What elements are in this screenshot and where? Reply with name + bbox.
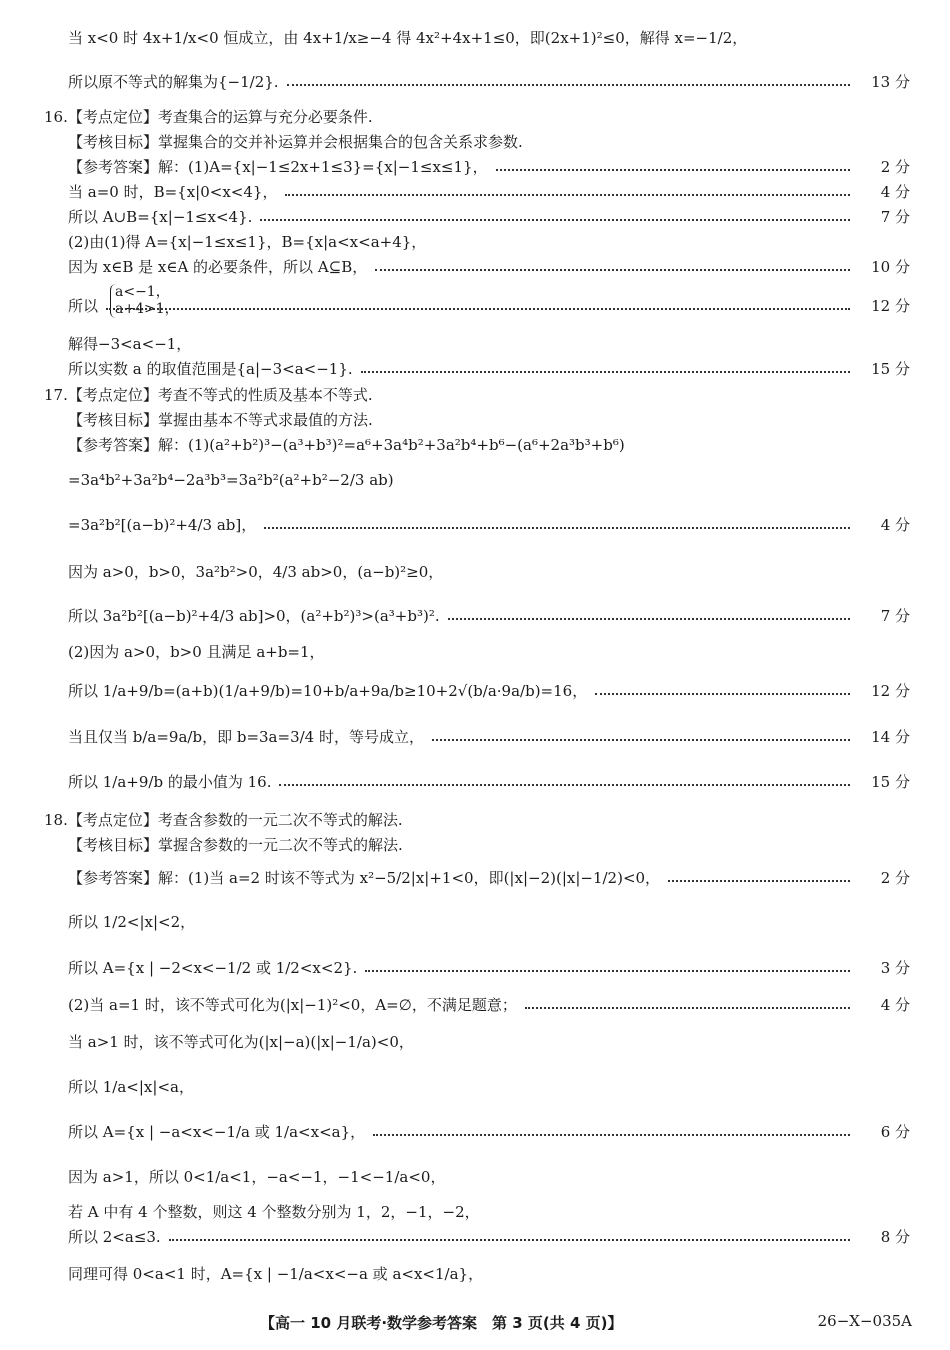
score: 2 分	[880, 869, 910, 887]
text-line	[0, 560, 950, 584]
line-text: 所以	[68, 297, 99, 315]
text-line	[0, 230, 950, 254]
text-line	[0, 993, 950, 1017]
line-text: 所以 2<a≤3.	[68, 1228, 161, 1246]
score: 4 分	[880, 516, 910, 534]
text-line	[0, 604, 950, 628]
text-line	[0, 433, 950, 457]
text-line	[0, 70, 950, 94]
line-text: 当 a=0 时，B={x|0<x<4}，	[68, 183, 278, 201]
dot-leader	[169, 1239, 850, 1241]
footer-code: 26−X−035A	[817, 1312, 912, 1330]
dot-leader	[525, 1007, 850, 1009]
line-text: 【考核目标】掌握集合的交并补运算并会根据集合的包含关系求参数.	[68, 133, 523, 151]
line-text: (2)当 a=1 时，该不等式可化为(|x|−1)²<0，A=∅，不满足题意；	[68, 996, 517, 1014]
line-text: 所以 A={x | −2<x<−1/2 或 1/2<x<2}.	[68, 959, 358, 977]
dot-leader	[365, 970, 850, 972]
system-row: a+4>1，	[115, 301, 179, 317]
line-text: 当且仅当 b/a=9a/b，即 b=3a=3/4 时，等号成立，	[68, 728, 424, 746]
dot-leader	[361, 371, 850, 373]
line-text: 同理可得 0<a<1 时，A={x | −1/a<x<−a 或 a<x<1/a}，	[68, 1265, 484, 1283]
score: 15 分	[871, 360, 910, 378]
score: 3 分	[880, 959, 910, 977]
line-text: 所以 1/a+9/b=(a+b)(1/a+9/b)=10+b/a+9a/b≥10+2√(b/a·9a/b)=16，	[68, 682, 588, 700]
footer-title: 【高一 10 月联考·数学参考答案 第 3 页(共 4 页)】	[260, 1314, 623, 1332]
line-text: =3a⁴b²+3a²b⁴−2a³b³=3a²b²(a²+b²−2/3 ab)	[68, 471, 394, 489]
score: 4 分	[880, 996, 910, 1014]
score: 4 分	[880, 183, 910, 201]
dot-leader	[496, 169, 850, 171]
score: 14 分	[871, 728, 910, 746]
question-header	[0, 383, 950, 407]
text-line	[0, 255, 950, 279]
text-line	[0, 1075, 950, 1099]
text-line	[0, 26, 950, 50]
score: 12 分	[871, 682, 910, 700]
score: 7 分	[880, 607, 910, 625]
question-header	[0, 105, 950, 129]
line-text: 【参考答案】解：(1)当 a=2 时该不等式为 x²−5/2|x|+1<0，即(|x|−2)(|x|−1/2)<0，	[68, 869, 661, 887]
dot-leader	[668, 880, 850, 882]
dot-leader	[287, 84, 850, 86]
line-text: 17.【考点定位】考查不等式的性质及基本不等式.	[44, 386, 373, 404]
text-line	[0, 180, 950, 204]
line-text: 因为 a>0，b>0，3a²b²>0，4/3 ab>0，(a−b)²≥0，	[68, 563, 444, 581]
text-line	[0, 770, 950, 794]
text-line	[0, 833, 950, 857]
dot-leader	[264, 527, 850, 529]
text-line	[0, 1225, 950, 1249]
text-line	[0, 1262, 950, 1286]
line-text: 所以 A={x | −a<x<−1/a 或 1/a<x<a}，	[68, 1123, 366, 1141]
dot-leader	[260, 219, 850, 221]
line-text: 因为 a>1，所以 0<1/a<1，−a<−1，−1<−1/a<0，	[68, 1168, 446, 1186]
score: 7 分	[880, 208, 910, 226]
text-line	[0, 408, 950, 432]
page-footer	[0, 1312, 950, 1338]
text-line	[0, 332, 950, 356]
score: 12 分	[871, 297, 910, 315]
dot-leader	[285, 194, 850, 196]
dot-leader	[595, 693, 850, 695]
text-line	[0, 679, 950, 703]
brace-system	[110, 284, 179, 318]
text-line	[0, 866, 950, 890]
line-text: 所以实数 a 的取值范围是{a|−3<a<−1}.	[68, 360, 353, 378]
score: 8 分	[880, 1228, 910, 1246]
text-line	[0, 956, 950, 980]
text-line	[0, 910, 950, 934]
score: 10 分	[871, 258, 910, 276]
dot-leader	[106, 308, 850, 310]
line-text: 当 a>1 时，该不等式可化为(|x|−a)(|x|−1/a)<0，	[68, 1033, 414, 1051]
score: 13 分	[871, 73, 910, 91]
text-line	[0, 725, 950, 749]
line-text: 解得−3<a<−1，	[68, 335, 192, 353]
text-line	[0, 1200, 950, 1224]
text-line	[0, 155, 950, 179]
dot-leader	[279, 784, 850, 786]
line-text: 当 x<0 时 4x+1/x<0 恒成立，由 4x+1/x≥−4 得 4x²+4x+1≤0，即(2x+1)²≤0，解得 x=−1/2，	[68, 29, 748, 47]
score: 15 分	[871, 773, 910, 791]
line-text: 【参考答案】解：(1)(a²+b²)³−(a³+b³)²=a⁶+3a⁴b²+3a²b⁴+b⁶−(a⁶+2a³b³+b⁶)	[68, 436, 625, 454]
text-line	[0, 513, 950, 537]
text-line	[0, 282, 950, 330]
line-text: 【考核目标】掌握由基本不等式求最值的方法.	[68, 411, 373, 429]
dot-leader	[432, 739, 850, 741]
line-text: 所以 1/2<|x|<2，	[68, 913, 196, 931]
text-line	[0, 1030, 950, 1054]
line-text: 16.【考点定位】考查集合的运算与充分必要条件.	[44, 108, 373, 126]
line-text: 所以原不等式的解集为{−1/2}.	[68, 73, 279, 91]
text-line	[0, 1120, 950, 1144]
line-text: 【参考答案】解：(1)A={x|−1≤2x+1≤3}={x|−1≤x≤1}，	[68, 158, 488, 176]
text-line	[0, 1165, 950, 1189]
dot-leader	[373, 1134, 850, 1136]
line-text: 若 A 中有 4 个整数，则这 4 个整数分别为 1，2，−1，−2，	[68, 1203, 480, 1221]
line-text: (2)因为 a>0，b>0 且满足 a+b=1，	[68, 643, 325, 661]
line-text: 所以 1/a+9/b 的最小值为 16.	[68, 773, 272, 791]
line-text: 18.【考点定位】考查含参数的一元二次不等式的解法.	[44, 811, 403, 829]
dot-leader	[448, 618, 850, 620]
line-text: 所以 3a²b²[(a−b)²+4/3 ab]>0，(a²+b²)³>(a³+b³)².	[68, 607, 440, 625]
line-text: (2)由(1)得 A={x|−1≤x≤1}，B={x|a<x<a+4}，	[68, 233, 427, 251]
line-text: =3a²b²[(a−b)²+4/3 ab]，	[68, 516, 257, 534]
text-line	[0, 640, 950, 664]
score: 2 分	[880, 158, 910, 176]
line-text: 所以 A∪B={x|−1≤x<4}.	[68, 208, 253, 226]
dot-leader	[375, 269, 850, 271]
text-line	[0, 130, 950, 154]
score: 6 分	[880, 1123, 910, 1141]
text-line	[0, 205, 950, 229]
text-line	[0, 468, 950, 492]
system-row: a<−1，	[115, 284, 170, 300]
text-line	[0, 357, 950, 381]
line-text: 因为 x∈B 是 x∈A 的必要条件，所以 A⊆B，	[68, 258, 368, 276]
line-text: 【考核目标】掌握含参数的一元二次不等式的解法.	[68, 836, 403, 854]
line-text: 所以 1/a<|x|<a，	[68, 1078, 194, 1096]
question-header	[0, 808, 950, 832]
